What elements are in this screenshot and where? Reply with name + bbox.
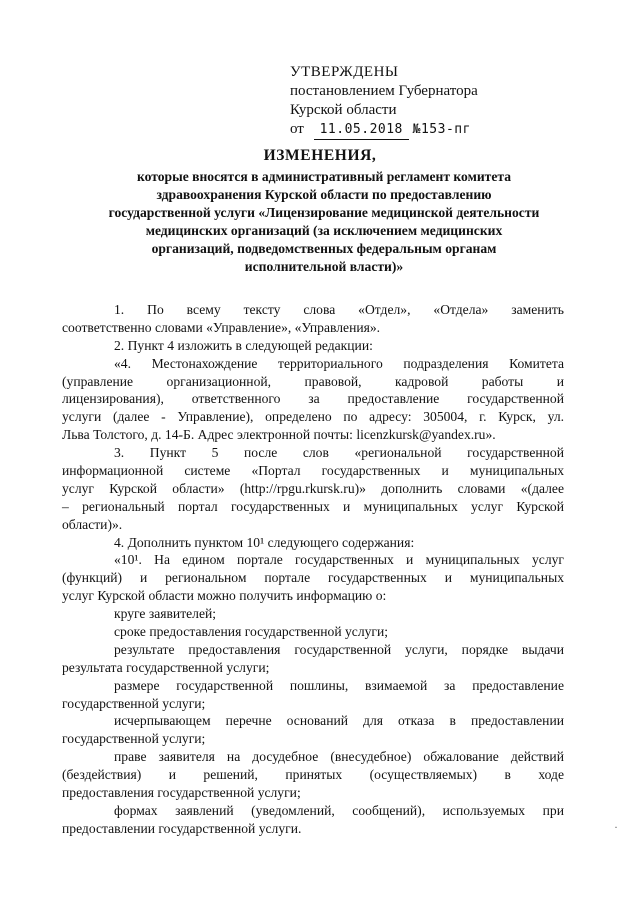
body-line: 3. Пункт 5 после слов «региональной государственной (114, 445, 564, 461)
body-line: предоставлении государственной услуги. (62, 820, 302, 836)
approval-date: 11.05.2018 (314, 120, 409, 140)
approval-line-2: Курской области (290, 102, 397, 118)
subtitle-line: государственной услуги «Лицензирование медицинской деятельности (108, 205, 540, 220)
body-line: (бездействия) и решений, принятых (осуществляемых) в ходе (62, 767, 564, 783)
subtitle-line: исполнительной власти)» (244, 259, 404, 274)
document-title: ИЗМЕНЕНИЯ, (263, 147, 377, 164)
corner-mark: · (614, 820, 618, 834)
body-line: размере государственной пошлины, взимаемой за предоставление (114, 677, 564, 693)
subtitle-line: здравоохранения Курской области по предоставлению (156, 187, 492, 202)
body-line: круге заявителей; (114, 606, 217, 622)
body-line: государственной услуги; (62, 731, 206, 747)
body-line: Льва Толстого, д. 14-Б. Адрес электронной почты: licenzkursk@yandex.ru». (62, 427, 496, 443)
body-line: – региональный портал государственных и муниципальных услуг Курской (62, 498, 564, 514)
body-line: услуг Курской области можно получить информацию о: (62, 588, 387, 604)
approval-number: №153-пг (412, 122, 471, 137)
body-line: сроке предоставления государственной услуги; (114, 624, 389, 640)
body-line: (управление организационной, правовой, кадровой работы и (62, 373, 564, 389)
body-line: результата государственной услуги; (62, 659, 270, 675)
body-line: 4. Дополнить пунктом 10¹ следующего содержания: (114, 534, 415, 550)
approval-heading: УТВЕРЖДЕНЫ (290, 64, 399, 80)
document-subtitle (60, 168, 588, 276)
approval-date-row (290, 120, 478, 140)
body-line: области)». (62, 516, 123, 532)
body-line: услуги (далее - Управление), определено по адресу: 305004, г. Курск, ул. (62, 409, 564, 425)
body-line: соответственно словами «Управление», «Управления». (62, 319, 381, 335)
approval-block (290, 63, 478, 140)
approval-line-1: постановлением Губернатора (290, 83, 478, 99)
date-prefix: от (290, 121, 304, 137)
body-line: праве заявителя на досудебное (внесудебное) обжалование действий (114, 749, 564, 765)
document-body (62, 301, 564, 838)
body-line: (функций) и региональном портале государственных и муниципальных (62, 570, 564, 586)
body-line: информационной системе «Портал государственных и муниципальных (62, 463, 564, 479)
body-line: лицензирования), ответственного за предоставление государственной (62, 391, 564, 407)
body-line: 2. Пункт 4 изложить в следующей редакции: (114, 337, 373, 353)
body-line: 1. По всему тексту слова «Отдел», «Отдела» заменить (114, 302, 564, 317)
body-line: «4. Местонахождение территориального подразделения Комитета (114, 355, 564, 371)
body-line: услуг Курской области» (http://rpgu.rkursk.ru)» дополнить словами «(далее (62, 480, 564, 496)
body-line: предоставления государственной услуги; (62, 785, 301, 801)
body-line: формах заявлений (уведомлений, сообщений), используемых при (114, 802, 564, 818)
subtitle-line: медицинских организаций (за исключением медицинских (145, 223, 503, 238)
subtitle-line: которые вносятся в административный регламент комитета (136, 169, 512, 184)
body-line: результате предоставления государственной услуги, порядке выдачи (114, 641, 564, 657)
body-line: исчерпывающем перечне оснований для отказа в предоставлении (114, 713, 564, 729)
body-line: государственной услуги; (62, 695, 206, 711)
subtitle-line: организаций, подведомственных федеральным органам (151, 241, 497, 256)
body-line: «10¹. На едином портале государственных и муниципальных услуг (114, 552, 564, 568)
